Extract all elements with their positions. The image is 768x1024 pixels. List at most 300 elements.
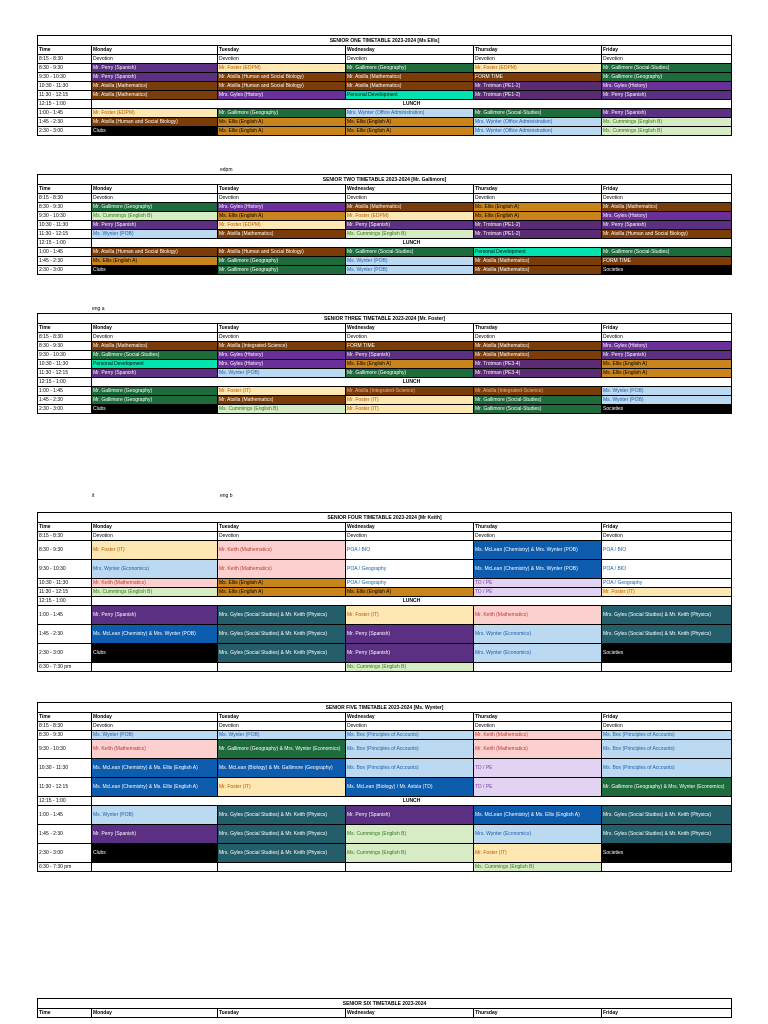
- table-row: [38, 64, 732, 73]
- class-cell: Mr. Trotman (PE3-4): [474, 369, 602, 378]
- table-row: [38, 863, 732, 872]
- class-cell: Devotion: [346, 532, 474, 541]
- time-cell: 11:30 - 12:15: [38, 230, 92, 239]
- table-row: [38, 239, 732, 248]
- class-cell: Mr. Perry (Spanish): [346, 221, 474, 230]
- timetable-title: SENIOR FOUR TIMETABLE 2023-2024 [Mr Keith]: [38, 513, 732, 523]
- class-cell: Ms. Wynter (POB): [346, 257, 474, 266]
- class-cell: [92, 863, 218, 872]
- timetable-title: SENIOR SIX TIMETABLE 2023-2024: [38, 999, 732, 1009]
- class-cell: Mrs. Wynter (Office Administration): [474, 118, 602, 127]
- timetable-title: SENIOR FIVE TIMETABLE 2023-2024 [Ms. Wynter]: [38, 703, 732, 713]
- time-cell: 12:15 - 1:00: [38, 378, 92, 387]
- column-header: Wednesday: [346, 324, 474, 333]
- class-cell: Mr. Atsilla (Mathematics): [474, 257, 602, 266]
- class-cell: Ms. McLean (Biology) / Mr. Astsia (TD): [346, 778, 474, 797]
- class-cell: Mr. Perry (Spanish): [92, 606, 218, 625]
- class-cell: Mr. Gallimore (Geography): [346, 369, 474, 378]
- class-cell: Mr. Foster (EDPM): [218, 64, 346, 73]
- column-header: Thursday: [474, 185, 602, 194]
- class-cell: Ms. Wynter (POB): [602, 396, 732, 405]
- time-cell: 1:45 - 2:30: [38, 396, 92, 405]
- class-cell: Mrs. Gyles (History): [602, 82, 732, 91]
- column-header: Wednesday: [346, 523, 474, 532]
- time-cell: 6:30 - 7:30 pm: [38, 863, 92, 872]
- class-cell: Mr. Perry (Spanish): [346, 625, 474, 644]
- class-cell: Devotion: [218, 722, 346, 731]
- class-cell: Mr. Perry (Spanish): [346, 806, 474, 825]
- class-cell: Devotion: [218, 55, 346, 64]
- class-cell: Mrs. Gyles (Social Studies) & Mr. Keith (Physics): [602, 806, 732, 825]
- class-cell: Mr. Atsilla (Human and Social Biology): [218, 73, 346, 82]
- class-cell: TD / PE: [474, 588, 602, 597]
- table-row: [38, 396, 732, 405]
- column-header: Thursday: [474, 713, 602, 722]
- column-header: Friday: [602, 1009, 732, 1018]
- time-cell: 8:15 - 8:30: [38, 333, 92, 342]
- table-row: [38, 82, 732, 91]
- time-cell: 2:30 - 3:00: [38, 844, 92, 863]
- column-header: Time: [38, 46, 92, 55]
- class-cell: Ms. Cummings (English B): [346, 844, 474, 863]
- class-cell: Mr. Atsilla (Mathematics): [92, 91, 218, 100]
- column-header: Wednesday: [346, 1009, 474, 1018]
- class-cell: Ms. Wynter (POB): [218, 731, 346, 740]
- class-cell: Devotion: [602, 532, 732, 541]
- class-cell: Devotion: [346, 55, 474, 64]
- column-header: Monday: [92, 1009, 218, 1018]
- class-cell: Mr. Gallimore (Geography): [218, 266, 346, 275]
- class-cell: Ms. McLean (Chemistry) & Ms. Ellis (English A): [474, 806, 602, 825]
- class-cell: Mr. Atsilla (Mathematics): [218, 230, 346, 239]
- class-cell: Mr. Atsilla (Integrated-Science): [346, 387, 474, 396]
- class-cell: Devotion: [474, 55, 602, 64]
- class-cell: Ms. Box (Principles of Accounts): [346, 731, 474, 740]
- time-cell: 8:30 - 9:30: [38, 342, 92, 351]
- column-header: Wednesday: [346, 185, 474, 194]
- table-row: [38, 230, 732, 239]
- time-cell: 2:30 - 3:00: [38, 266, 92, 275]
- class-cell: [602, 863, 732, 872]
- table-row: [38, 55, 732, 64]
- class-cell: Mr. Foster (EDPM): [346, 212, 474, 221]
- table-row: [38, 257, 732, 266]
- class-cell: Mr. Atsilla (Human and Social Biology): [92, 248, 218, 257]
- timetable: [37, 313, 731, 414]
- table-row: [38, 127, 732, 136]
- table-row: [38, 644, 732, 663]
- column-header: Time: [38, 523, 92, 532]
- margin-note: eng b: [220, 493, 233, 499]
- class-cell: Mr. Trotman (PE3-4): [474, 360, 602, 369]
- timetable-title: SENIOR ONE TIMETABLE 2023-2024 [Ms Ellis]: [38, 36, 732, 46]
- class-cell: Mr. Atsilla (Mathematics): [474, 351, 602, 360]
- table-row: [38, 597, 732, 606]
- class-cell: Mrs. Gyles (Social Studies) & Mr. Keith (Physics): [218, 806, 346, 825]
- class-cell: Mr. Keith (Mathematics): [218, 541, 346, 560]
- class-cell: Ms. Cummings (English B): [92, 588, 218, 597]
- class-cell: Mr. Trotman (PE1-2): [474, 221, 602, 230]
- lunch-cell: LUNCH: [92, 597, 732, 606]
- time-cell: 10:30 - 11:30: [38, 221, 92, 230]
- column-header: Thursday: [474, 46, 602, 55]
- table-row: [38, 118, 732, 127]
- class-cell: Devotion: [602, 722, 732, 731]
- class-cell: Mrs. Wynter (Economics): [92, 560, 218, 579]
- table-row: [38, 588, 732, 597]
- class-cell: Mr. Atsilla (Human and Social Biology): [92, 118, 218, 127]
- class-cell: POA / Geography: [602, 579, 732, 588]
- column-header: Friday: [602, 185, 732, 194]
- class-cell: Mr. Foster (IT): [346, 396, 474, 405]
- table-row: [38, 369, 732, 378]
- class-cell: Mr. Keith (Mathematics): [218, 560, 346, 579]
- table-row: [38, 266, 732, 275]
- time-cell: 9:30 - 10:30: [38, 560, 92, 579]
- lunch-cell: LUNCH: [92, 100, 732, 109]
- class-cell: Mr. Perry (Spanish): [92, 369, 218, 378]
- column-header: Tuesday: [218, 713, 346, 722]
- class-cell: Ms. Ellis (English A): [474, 203, 602, 212]
- class-cell: Societies: [602, 405, 732, 414]
- class-cell: Ms. Wynter (POB): [346, 266, 474, 275]
- class-cell: Clubs: [92, 844, 218, 863]
- class-cell: Mr. Perry (Spanish): [92, 73, 218, 82]
- class-cell: Mr. Gallimore (Geography) & Mrs. Wynter (Economics): [602, 778, 732, 797]
- class-cell: Mr. Perry (Spanish): [602, 351, 732, 360]
- class-cell: Mr. Foster (EDPM): [474, 64, 602, 73]
- table-row: [38, 579, 732, 588]
- class-cell: Ms. Cummings (English B): [602, 118, 732, 127]
- class-cell: Ms. McLean (Chemistry) & Ms. Ellis (English A): [92, 759, 218, 778]
- class-cell: Clubs: [92, 405, 218, 414]
- class-cell: Mrs. Gyles (History): [218, 360, 346, 369]
- class-cell: Devotion: [92, 532, 218, 541]
- class-cell: Mrs. Gyles (History): [218, 351, 346, 360]
- table-row: [38, 731, 732, 740]
- class-cell: Mr. Gallimore (Social-Studies): [474, 405, 602, 414]
- time-cell: 2:30 - 3:00: [38, 127, 92, 136]
- column-header: Wednesday: [346, 46, 474, 55]
- table-row: [38, 100, 732, 109]
- time-cell: 9:30 - 10:30: [38, 73, 92, 82]
- margin-note: it: [92, 493, 95, 499]
- table-row: [38, 541, 732, 560]
- class-cell: Mr. Gallimore (Social-Studies): [474, 396, 602, 405]
- class-cell: Ms. Ellis (English A): [92, 257, 218, 266]
- class-cell: Mr. Gallimore (Geography) & Mrs. Wynter (Economics): [218, 740, 346, 759]
- column-header: Tuesday: [218, 1009, 346, 1018]
- class-cell: Ms. Wynter (POB): [92, 230, 218, 239]
- class-cell: Mr. Atsilla (Mathematics): [346, 82, 474, 91]
- class-cell: Mr. Gallimore (Social-Studies): [92, 351, 218, 360]
- class-cell: Devotion: [218, 333, 346, 342]
- table-row: [38, 221, 732, 230]
- class-cell: Ms. Ellis (English A): [218, 212, 346, 221]
- class-cell: Mrs. Gyles (Social Studies) & Mr. Keith (Physics): [218, 644, 346, 663]
- column-header: Time: [38, 713, 92, 722]
- time-cell: 2:30 - 3:00: [38, 405, 92, 414]
- class-cell: Mrs. Gyles (Social Studies) & Mr. Keith (Physics): [218, 825, 346, 844]
- column-header: Tuesday: [218, 324, 346, 333]
- class-cell: Devotion: [602, 194, 732, 203]
- class-cell: Ms. Box (Principles of Accounts): [346, 740, 474, 759]
- column-header: Thursday: [474, 1009, 602, 1018]
- column-header: Tuesday: [218, 46, 346, 55]
- class-cell: Ms. McLean (Chemistry) & Mrs. Wynter (POB): [92, 625, 218, 644]
- timetable: [37, 998, 731, 1018]
- class-cell: Mr. Gallimore (Geography): [218, 109, 346, 118]
- class-cell: Ms. McLean (Chemistry) & Ms. Ellis (English A): [92, 778, 218, 797]
- column-header: Thursday: [474, 324, 602, 333]
- class-cell: Devotion: [474, 532, 602, 541]
- class-cell: Devotion: [218, 532, 346, 541]
- class-cell: Devotion: [602, 333, 732, 342]
- margin-note: eng a: [92, 306, 105, 312]
- class-cell: Mr. Atsilla (Mathematics): [474, 342, 602, 351]
- class-cell: Ms. McLean (Biology) & Mr. Gallimore (Geography): [218, 759, 346, 778]
- class-cell: Mrs. Gyles (History): [602, 212, 732, 221]
- class-cell: Mr. Foster (IT): [92, 541, 218, 560]
- time-cell: 1:45 - 2:30: [38, 257, 92, 266]
- table-row: [38, 73, 732, 82]
- table-row: [38, 606, 732, 625]
- timetable-title: SENIOR THREE TIMETABLE 2023-2024 [Mr. Foster]: [38, 314, 732, 324]
- class-cell: Mr. Atsilla (Mathematics): [92, 342, 218, 351]
- time-cell: 12:15 - 1:00: [38, 797, 92, 806]
- table-row: [38, 532, 732, 541]
- time-cell: 10:30 - 11:30: [38, 579, 92, 588]
- class-cell: Mr. Perry (Spanish): [346, 644, 474, 663]
- class-cell: Mr. Foster (IT): [474, 844, 602, 863]
- timetable: [37, 512, 731, 672]
- class-cell: Mr. Atsilla (Mathematics): [474, 266, 602, 275]
- class-cell: Devotion: [346, 722, 474, 731]
- timetable: [37, 174, 731, 275]
- class-cell: Mr. Foster (IT): [218, 778, 346, 797]
- time-cell: 1:00 - 1:45: [38, 248, 92, 257]
- class-cell: Personal Development: [474, 248, 602, 257]
- time-cell: 12:15 - 1:00: [38, 100, 92, 109]
- class-cell: Mr. Atsilla (Mathematics): [346, 203, 474, 212]
- time-cell: 1:00 - 1:45: [38, 387, 92, 396]
- class-cell: Ms. Cummings (English B): [218, 405, 346, 414]
- class-cell: Mr. Gallimore (Geography): [92, 396, 218, 405]
- class-cell: TD / PE: [474, 778, 602, 797]
- class-cell: Mr. Atsilla (Human and Social Biology): [218, 248, 346, 257]
- class-cell: Mr. Gallimore (Geography): [92, 203, 218, 212]
- time-cell: 8:15 - 8:30: [38, 722, 92, 731]
- class-cell: Mr. Gallimore (Social-Studies): [602, 248, 732, 257]
- table-row: [38, 405, 732, 414]
- class-cell: Devotion: [92, 333, 218, 342]
- class-cell: Mr. Gallimore (Geography): [602, 73, 732, 82]
- class-cell: FORM TIME: [346, 342, 474, 351]
- timetable: [37, 35, 731, 136]
- class-cell: POA / BIO: [602, 541, 732, 560]
- column-header: Monday: [92, 523, 218, 532]
- class-cell: Mrs. Gyles (Social Studies) & Mr. Keith (Physics): [602, 606, 732, 625]
- class-cell: Mrs. Wynter (Office Administration): [346, 109, 474, 118]
- table-row: [38, 351, 732, 360]
- class-cell: Ms. Ellis (English A): [346, 360, 474, 369]
- class-cell: Mr. Gallimore (Geography): [92, 387, 218, 396]
- class-cell: Mrs. Gyles (Social Studies) & Mr. Keith (Physics): [218, 606, 346, 625]
- class-cell: Devotion: [346, 333, 474, 342]
- class-cell: Clubs: [92, 266, 218, 275]
- class-cell: Ms. Ellis (English A): [346, 588, 474, 597]
- time-cell: 11:30 - 12:15: [38, 369, 92, 378]
- class-cell: Societies: [602, 266, 732, 275]
- table-row: [38, 194, 732, 203]
- table-row: [38, 333, 732, 342]
- class-cell: Devotion: [602, 55, 732, 64]
- time-cell: 8:30 - 9:30: [38, 64, 92, 73]
- class-cell: Ms. Cummings (English B): [92, 212, 218, 221]
- class-cell: Mr. Foster (IT): [602, 588, 732, 597]
- class-cell: Mr. Perry (Spanish): [602, 91, 732, 100]
- class-cell: Mr. Gallimore (Geography): [218, 257, 346, 266]
- class-cell: Mrs. Wynter (Economics): [474, 644, 602, 663]
- class-cell: Mr. Perry (Spanish): [602, 109, 732, 118]
- class-cell: Mr. Perry (Spanish): [92, 221, 218, 230]
- class-cell: Mr. Perry (Spanish): [92, 825, 218, 844]
- column-header: Tuesday: [218, 185, 346, 194]
- time-cell: 8:15 - 8:30: [38, 532, 92, 541]
- table-row: [38, 91, 732, 100]
- class-cell: Mr. Atsilla (Mathematics): [346, 73, 474, 82]
- class-cell: Mr. Perry (Spanish): [346, 351, 474, 360]
- class-cell: Mr. Keith (Mathematics): [474, 740, 602, 759]
- class-cell: Ms. Ellis (English A): [346, 127, 474, 136]
- column-header: Time: [38, 185, 92, 194]
- column-header: Monday: [92, 185, 218, 194]
- class-cell: Mr. Foster (EDPM): [92, 109, 218, 118]
- time-cell: 11:30 - 12:15: [38, 778, 92, 797]
- class-cell: Ms. Ellis (English A): [474, 212, 602, 221]
- class-cell: Ms. Ellis (English A): [218, 118, 346, 127]
- time-cell: 9:30 - 10:30: [38, 212, 92, 221]
- class-cell: Ms. Wynter (POB): [92, 806, 218, 825]
- class-cell: Devotion: [92, 194, 218, 203]
- time-cell: 10:30 - 11:30: [38, 82, 92, 91]
- time-cell: 8:15 - 8:30: [38, 55, 92, 64]
- class-cell: Societies: [602, 644, 732, 663]
- class-cell: Devotion: [474, 722, 602, 731]
- time-cell: 2:30 - 3:00: [38, 644, 92, 663]
- time-cell: 1:00 - 1:45: [38, 806, 92, 825]
- class-cell: [218, 863, 346, 872]
- class-cell: Mrs. Gyles (Social Studies) & Mr. Keith (Physics): [602, 625, 732, 644]
- class-cell: Mr. Trotman (PE1-2): [474, 91, 602, 100]
- class-cell: Ms. Cummings (English B): [346, 230, 474, 239]
- class-cell: Devotion: [346, 194, 474, 203]
- table-row: [38, 360, 732, 369]
- class-cell: Mrs. Gyles (History): [218, 203, 346, 212]
- class-cell: FORM TIME: [602, 257, 732, 266]
- table-row: [38, 560, 732, 579]
- class-cell: Mrs. Gyles (History): [602, 342, 732, 351]
- class-cell: POA / BIO: [602, 560, 732, 579]
- time-cell: 8:30 - 9:30: [38, 731, 92, 740]
- column-header: Time: [38, 1009, 92, 1018]
- table-row: [38, 806, 732, 825]
- class-cell: [346, 863, 474, 872]
- class-cell: Ms. McLean (Chemistry) & Mrs. Wynter (POB): [474, 541, 602, 560]
- class-cell: Ms. Cummings (English B): [346, 663, 474, 672]
- table-row: [38, 212, 732, 221]
- class-cell: Personal Development: [92, 360, 218, 369]
- time-cell: 1:45 - 2:30: [38, 118, 92, 127]
- column-header: Monday: [92, 324, 218, 333]
- table-row: [38, 825, 732, 844]
- class-cell: Devotion: [474, 333, 602, 342]
- class-cell: Mr. Keith (Mathematics): [92, 740, 218, 759]
- class-cell: Mr. Keith (Mathematics): [92, 579, 218, 588]
- lunch-cell: LUNCH: [92, 378, 732, 387]
- class-cell: Devotion: [218, 194, 346, 203]
- column-header: Thursday: [474, 523, 602, 532]
- class-cell: Ms. Box (Principles of Accounts): [602, 759, 732, 778]
- class-cell: Mr. Keith (Mathematics): [474, 731, 602, 740]
- column-header: Monday: [92, 713, 218, 722]
- table-row: [38, 722, 732, 731]
- class-cell: Mr. Atsilla (Integrated-Science): [218, 342, 346, 351]
- time-cell: 1:45 - 2:30: [38, 825, 92, 844]
- class-cell: Mr. Foster (IT): [346, 405, 474, 414]
- time-cell: 9:30 - 10:30: [38, 740, 92, 759]
- class-cell: Mrs. Gyles (Social Studies) & Mr. Keith (Physics): [218, 844, 346, 863]
- column-header: Friday: [602, 523, 732, 532]
- time-cell: 1:45 - 2:30: [38, 625, 92, 644]
- class-cell: Ms. Ellis (English A): [346, 118, 474, 127]
- class-cell: Mr. Trotman (PE1-2): [474, 82, 602, 91]
- class-cell: Ms. Ellis (English A): [218, 127, 346, 136]
- time-cell: 10:30 - 11:30: [38, 360, 92, 369]
- column-header: Friday: [602, 324, 732, 333]
- class-cell: Ms. Cummings (English B): [602, 127, 732, 136]
- class-cell: Mr. Atsilla (Integrated-Science): [474, 387, 602, 396]
- class-cell: Ms. Wynter (POB): [602, 387, 732, 396]
- class-cell: Mr. Gallimore (Social-Studies): [602, 64, 732, 73]
- class-cell: [92, 663, 218, 672]
- class-cell: Mr. Gallimore (Social-Studies): [346, 248, 474, 257]
- column-header: Monday: [92, 46, 218, 55]
- time-cell: 1:00 - 1:45: [38, 109, 92, 118]
- class-cell: Mr. Atsilla (Mathematics): [92, 82, 218, 91]
- class-cell: Ms. Ellis (English A): [218, 588, 346, 597]
- class-cell: Mrs. Gyles (Social Studies) & Mr. Keith (Physics): [218, 625, 346, 644]
- table-row: [38, 387, 732, 396]
- class-cell: Ms. Wynter (POB): [218, 369, 346, 378]
- class-cell: POA / Geography: [346, 560, 474, 579]
- table-row: [38, 378, 732, 387]
- timetable: [37, 702, 731, 872]
- class-cell: Mr. Atsilla (Human and Social Biology): [602, 230, 732, 239]
- class-cell: Mr. Foster (IT): [218, 387, 346, 396]
- class-cell: POA / Geography: [346, 579, 474, 588]
- class-cell: Mr. Gallimore (Social-Studies): [474, 109, 602, 118]
- class-cell: Mr. Foster (EDPM): [218, 221, 346, 230]
- class-cell: Personal Development: [346, 91, 474, 100]
- time-cell: 12:15 - 1:00: [38, 597, 92, 606]
- class-cell: FORM TIME: [474, 73, 602, 82]
- class-cell: Clubs: [92, 644, 218, 663]
- class-cell: Ms. Ellis (English A): [602, 369, 732, 378]
- class-cell: Ms. Ellis (English A): [602, 360, 732, 369]
- column-header: Tuesday: [218, 523, 346, 532]
- table-row: [38, 797, 732, 806]
